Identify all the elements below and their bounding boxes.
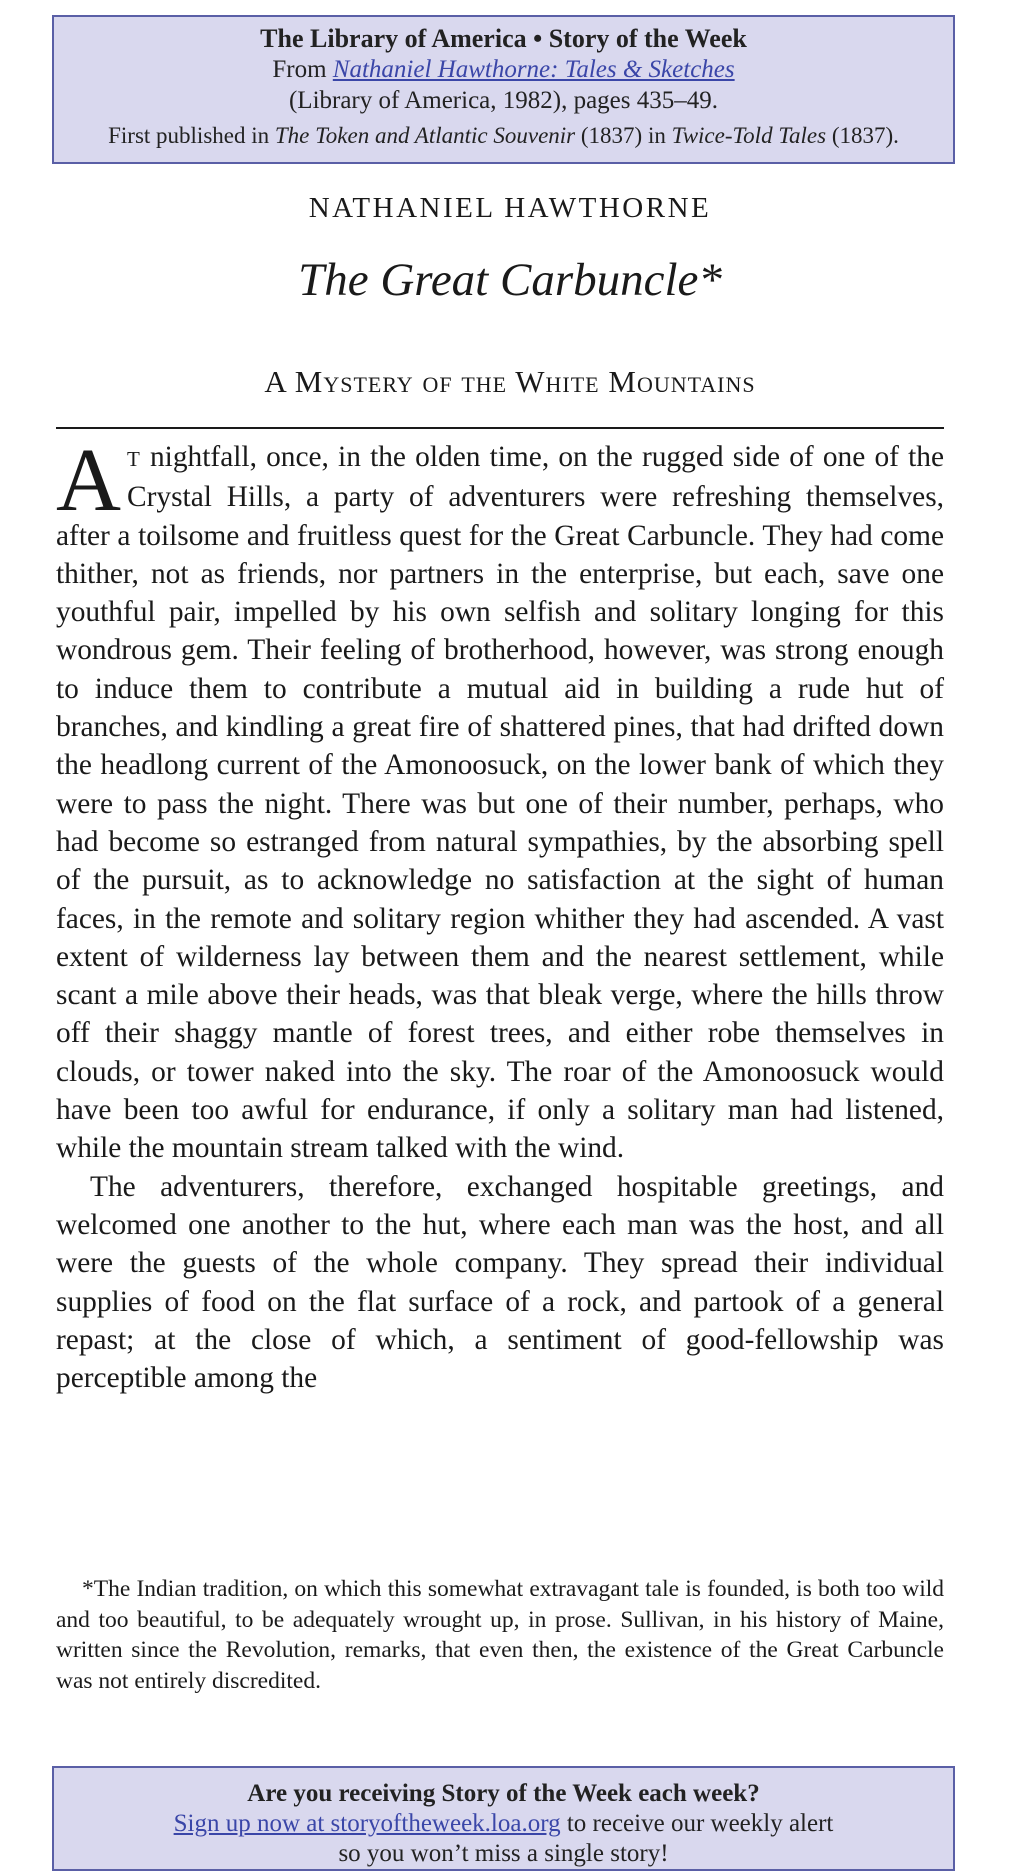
drop-cap: A bbox=[56, 431, 121, 530]
paragraph-1-text: nightfall, once, in the olden time, on the rugged side of one of the Crystal Hills, a party of adventurers were refreshing themselves, after a toilsome and fruitless quest for the Great Carbuncle. They had come thither, not as friends, nor partners in the enterprise, but each, save one youthful pair, impelled by his own selfish and solitary longing for this wondrous gem. Their feeling of brotherhood, however, was strong enough to induce them to contribute a mutual aid in building a rude hut of branches, and kindling a great fire of shattered pines, that had drifted down the headlong current of the Amonoosuck, on the lower bank of which they were to pass the night. There was but one of their number, perhaps, who had become so estranged from natural sympathies, by the absorbing spell of the pursuit, as to acknowledge no satisfaction at the sight of human faces, in the remote and solitary region whither they had ascended. A vast extent of wilderness lay between them and the nearest settlement, while scant a mile above their heads, was that bleak verge, where the hills throw off their shaggy mantle of forest trees, and either robe themselves in clouds, or tower naked into the sky. The roar of the Amonoosuck would have been too awful for endurance, if only a solitary man had listened, while the mountain stream talked with the wind. bbox=[56, 441, 944, 1165]
author-name: NATHANIEL HAWTHORNE bbox=[308, 192, 712, 224]
footnote-text: *The Indian tradition, on which this somewhat extravagant tale is founded, is both too wild and too beautiful, to be adequately wrought up, in prose. Sullivan, in his history of Maine, written since the Revolution, remarks, that even then, the existence of the Great Carbuncle was not entirely discredited. bbox=[56, 1576, 944, 1694]
first-published-line bbox=[54, 120, 953, 151]
story-subtitle: A Mystery of the White Mountains bbox=[264, 364, 756, 399]
source-book-link[interactable]: Nathaniel Hawthorne: Tales & Sketches bbox=[332, 56, 735, 83]
paragraph-1 bbox=[56, 431, 944, 1168]
first-published-title-1: The Token and Atlantic Souvenir bbox=[274, 123, 576, 148]
source-prefix: From bbox=[272, 56, 333, 83]
signup-line-3: so you won’t miss a single story! bbox=[338, 1840, 669, 1867]
signup-rest: to receive our weekly alert bbox=[560, 1810, 834, 1837]
publication-info: (Library of America, 1982), pages 435–49. bbox=[288, 87, 719, 114]
series-title: The Library of America • Story of the Week bbox=[260, 24, 747, 53]
subscribe-question: Are you receiving Story of the Week each week? bbox=[247, 1780, 760, 1807]
signup-link[interactable]: Sign up now at storyoftheweek.loa.org bbox=[173, 1810, 561, 1837]
footnote bbox=[56, 1574, 944, 1696]
story-title: The Great Carbuncle* bbox=[298, 254, 722, 306]
paragraph-2: The adventurers, therefore, exchanged hospitable greetings, and welcomed one another to the hut, where each man was the host, and all were the guests of the whole company. They spread their individual supplies of food on the flat surface of a rock, and partook of a general repast; at the close of which, a sentiment of good-fellowship was perceptible among the bbox=[56, 1170, 944, 1395]
first-published-title-2: Twice-Told Tales bbox=[671, 123, 827, 148]
title-divider bbox=[56, 427, 944, 429]
first-word-rest: T bbox=[127, 447, 141, 471]
signup-line bbox=[54, 1809, 953, 1839]
first-published-middle: (1837) in bbox=[575, 123, 672, 148]
source-line bbox=[54, 54, 953, 85]
first-published-prefix: First published in bbox=[108, 123, 275, 148]
footer-box bbox=[52, 1766, 955, 1871]
first-published-suffix: (1837). bbox=[826, 123, 899, 148]
header-box bbox=[52, 15, 955, 164]
story-body bbox=[56, 431, 944, 1397]
